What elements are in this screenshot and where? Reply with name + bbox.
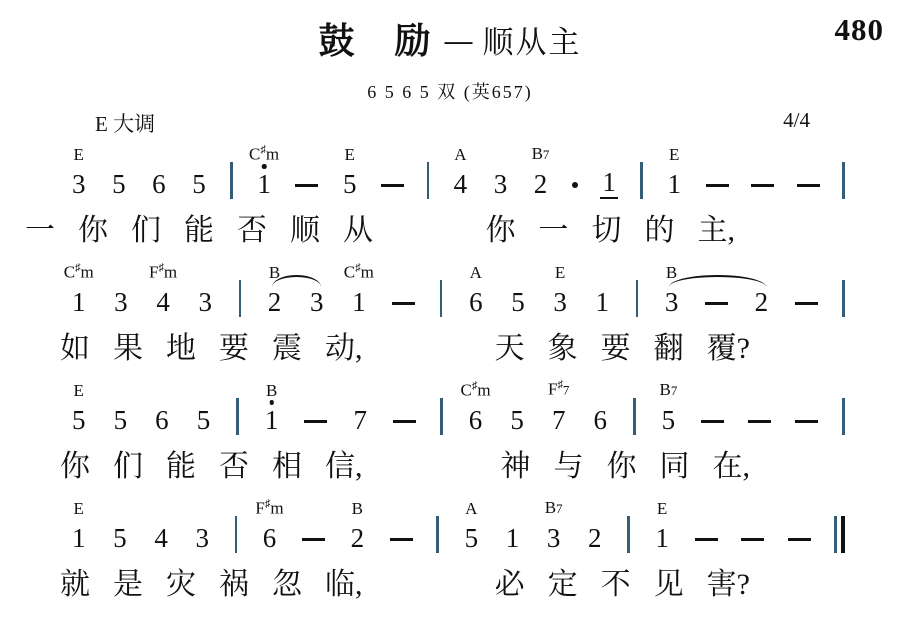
duration-dash: [706, 184, 729, 187]
note-number: 3: [114, 287, 128, 317]
note-number: 5: [112, 169, 126, 199]
lyric-char: 顺: [290, 214, 320, 247]
note-number: 2: [533, 169, 548, 199]
duration-dash: [751, 184, 774, 187]
lyric-char: 害?: [706, 568, 750, 601]
barline: [239, 280, 242, 317]
key-signature: E 大调: [95, 112, 156, 136]
chord-label: B7: [544, 498, 563, 517]
note: [196, 287, 214, 317]
lyric-char: 能: [166, 450, 196, 483]
barline: [842, 162, 845, 199]
barline: [440, 398, 443, 435]
chord-label: F♯7: [547, 379, 570, 399]
chord-label: E: [73, 381, 84, 400]
note-number: 1: [72, 523, 86, 553]
note-number: 3: [72, 169, 86, 199]
note-number: 1: [595, 287, 610, 317]
note-number: 6: [152, 169, 166, 199]
note-number: 3: [309, 287, 324, 317]
chord-label: C♯m: [63, 262, 94, 282]
lyric-char: 一: [25, 214, 55, 247]
note: [509, 287, 527, 317]
note-number: 4: [156, 287, 170, 317]
note: [504, 523, 522, 553]
note: [70, 381, 88, 435]
hymn-title-subname: 顺从主: [482, 25, 582, 60]
chord-label: C♯m: [460, 380, 491, 400]
chord-label: B: [268, 263, 281, 282]
note: [547, 379, 570, 435]
barline: [436, 516, 439, 553]
note: [255, 498, 284, 553]
sharp-symbol: ♯: [75, 262, 81, 275]
key-time-row: [95, 108, 810, 136]
duration-dash: [788, 538, 811, 541]
chord-label: B: [265, 381, 278, 400]
note: [463, 499, 481, 553]
lyric-char: 覆?: [706, 332, 750, 365]
note: [666, 145, 684, 199]
note-number: 1: [667, 169, 681, 199]
note-number: 3: [553, 287, 567, 317]
note: [600, 167, 618, 199]
chord-label: E: [73, 145, 84, 164]
lyric-char: 在,: [712, 450, 750, 483]
page-number: 480: [834, 12, 884, 47]
duration-dash: [741, 538, 764, 541]
lyric-char: 相: [272, 450, 302, 483]
note: [586, 523, 604, 553]
chord-label: E: [656, 499, 668, 518]
meter-reference: 6 5 6 5 双 (英657): [367, 82, 533, 102]
lyric-char: 们: [131, 214, 161, 247]
note-number: 3: [546, 523, 561, 553]
lyric-char: 定: [547, 568, 578, 601]
lyric-char: 见: [653, 568, 684, 601]
note: [111, 523, 129, 553]
lyric-char: 天: [494, 332, 525, 365]
barline: [236, 398, 239, 435]
duration-dash: [701, 420, 724, 423]
music-line-3: [70, 380, 845, 435]
duration-dash: [302, 538, 325, 541]
note: [531, 144, 550, 199]
lyrics-line-1: [25, 214, 735, 250]
lyric-char: 否: [219, 450, 249, 483]
lyric-phrase: [60, 568, 363, 604]
note: [341, 145, 359, 199]
note: [663, 263, 681, 317]
lyric-char: 灾: [166, 568, 196, 601]
barline: [230, 162, 233, 199]
lyric-char: 果: [113, 332, 143, 365]
octave-dot: [262, 164, 267, 169]
chord-number: 7: [670, 383, 678, 398]
note-number: 1: [264, 405, 279, 435]
lyric-char: 地: [166, 332, 196, 365]
lyric-char: 要: [219, 332, 249, 365]
lyric-char: 祸: [219, 568, 249, 601]
note-number: 5: [464, 523, 479, 553]
duration-dash: [392, 302, 415, 305]
note-number: 5: [661, 405, 676, 435]
note-number: 3: [195, 523, 209, 553]
barline: [640, 162, 643, 199]
barline: [235, 516, 238, 553]
music-line-1: [70, 144, 845, 199]
note: [653, 499, 671, 553]
lyric-char: 们: [113, 450, 143, 483]
lyric-char: 你: [485, 214, 516, 247]
barline: [636, 280, 639, 317]
note: [148, 262, 178, 317]
duration-dash: [695, 538, 718, 541]
lyric-char: 震: [272, 332, 302, 365]
note: [152, 523, 170, 553]
title-dash: —: [444, 25, 473, 56]
sharp-symbol: ♯: [557, 379, 563, 392]
lyric-char: 否: [237, 214, 267, 247]
note-number: 1: [352, 287, 366, 317]
note-number: 5: [196, 405, 211, 435]
note-number: 1: [257, 169, 271, 199]
note-number: 7: [353, 405, 368, 435]
note-number: 6: [155, 405, 169, 435]
slur-arc: [669, 275, 766, 287]
duration-dash: [748, 420, 771, 423]
note: [659, 380, 678, 435]
chord-label: F♯m: [148, 262, 178, 282]
lyric-char: 主,: [697, 214, 735, 247]
lyric-char: 如: [60, 332, 90, 365]
chord-label: B7: [531, 144, 550, 163]
lyric-phrase: [495, 332, 750, 368]
lyrics-line-2: [60, 332, 750, 368]
note: [153, 405, 171, 435]
note: [63, 262, 94, 317]
note: [508, 405, 526, 435]
note-number: 6: [262, 523, 277, 553]
lyric-char: 必: [494, 568, 525, 601]
music-line-2: [63, 262, 845, 317]
note-number: 6: [469, 287, 483, 317]
chord-label: B: [665, 263, 678, 282]
note: [150, 169, 168, 199]
note: [452, 145, 470, 199]
lyric-char: 切: [591, 214, 622, 247]
chord-label: C♯m: [343, 262, 374, 282]
sharp-symbol: ♯: [471, 380, 478, 393]
lyric-phrase: [495, 568, 750, 604]
lyric-char: 忽: [272, 568, 302, 601]
note-number: 4: [154, 523, 168, 553]
chord-number: 7: [542, 147, 550, 162]
note-number: 4: [453, 169, 468, 199]
barline: [842, 398, 845, 435]
duration-dash: [705, 302, 728, 305]
lyric-char: 要: [600, 332, 631, 365]
chord-number: 7: [556, 501, 563, 516]
lyric-char: 动,: [325, 332, 363, 365]
note-number: 1: [655, 523, 669, 553]
note-number: 5: [192, 169, 206, 199]
duration-dash: [304, 420, 327, 423]
note: [460, 380, 491, 435]
note-number: 5: [113, 405, 128, 435]
note: [349, 499, 367, 553]
barline: [633, 398, 636, 435]
note-number: 5: [342, 169, 357, 199]
chord-label: C♯m: [249, 144, 280, 164]
note-number: 5: [113, 523, 127, 553]
duration-dash: [795, 302, 818, 305]
note: [308, 287, 326, 317]
note-number: 2: [754, 287, 769, 317]
lyric-char: 的: [644, 214, 675, 247]
note-number: 2: [350, 523, 365, 553]
lyric-char: 神: [500, 450, 531, 483]
sharp-symbol: ♯: [158, 262, 164, 275]
note: [70, 499, 88, 553]
note-number: 5: [511, 287, 525, 317]
lyric-phrase: [60, 332, 363, 368]
lyric-char: 临,: [325, 568, 363, 601]
note: [753, 287, 771, 317]
note: [195, 405, 213, 435]
duration-dash: [797, 184, 820, 187]
duration-dash: [390, 538, 413, 541]
note-number: 6: [593, 405, 608, 435]
chord-label: E: [554, 263, 566, 282]
hymn-title-main: 鼓 励: [318, 20, 433, 61]
barline: [427, 162, 430, 199]
lyric-char: 你: [60, 450, 90, 483]
note: [592, 405, 610, 435]
note-number: 5: [72, 405, 86, 435]
note: [266, 263, 284, 317]
note: [70, 145, 88, 199]
note: [249, 144, 280, 199]
chord-label: A: [469, 263, 482, 282]
chord-label: E: [344, 145, 355, 164]
lyric-char: 是: [113, 568, 143, 601]
lyric-char: 象: [547, 332, 578, 365]
final-barline-thin: [834, 516, 837, 553]
note: [492, 169, 510, 199]
chord-number: 7: [562, 383, 570, 398]
note: [193, 523, 211, 553]
duration-dash: [795, 420, 818, 423]
octave-dot: [269, 400, 274, 405]
chord-label: A: [454, 145, 467, 164]
note-number: 3: [493, 169, 508, 199]
note: [110, 169, 128, 199]
lyrics-line-4: [60, 568, 750, 604]
note: [190, 169, 208, 199]
lyric-char: 从: [343, 214, 373, 247]
lyric-phrase: [486, 214, 736, 250]
hymn-title: [0, 20, 900, 64]
lyric-phrase: [501, 450, 751, 486]
note: [112, 287, 130, 317]
note-number: 1: [72, 287, 86, 317]
lyrics-line-3: [60, 450, 750, 486]
lyric-char: 同: [659, 450, 690, 483]
duration-dash: [393, 420, 416, 423]
final-barline: [834, 516, 845, 553]
note-number: 3: [664, 287, 679, 317]
lyric-char: 一: [538, 214, 569, 247]
sharp-symbol: ♯: [260, 144, 266, 157]
barline: [627, 516, 630, 553]
chord-label: A: [465, 499, 478, 518]
lyric-char: 能: [184, 214, 214, 247]
note: [343, 262, 374, 317]
chord-label: E: [669, 145, 680, 164]
lyric-char: 与: [553, 450, 584, 483]
note-number: 7: [551, 405, 566, 435]
chord-label: E: [73, 499, 84, 518]
note: [467, 263, 485, 317]
duration-dash: [381, 184, 404, 187]
lyric-phrase: [60, 450, 363, 486]
barline: [440, 280, 443, 317]
note: [263, 381, 281, 435]
lyric-char: 信,: [325, 450, 363, 483]
note: [352, 405, 370, 435]
note-number: 1: [602, 167, 616, 197]
lyric-char: 你: [78, 214, 108, 247]
note: [594, 287, 612, 317]
lyric-char: 就: [60, 568, 90, 601]
lyric-char: 不: [600, 568, 631, 601]
duration-dash: [295, 184, 318, 187]
chord-label: B: [351, 499, 364, 518]
sharp-symbol: ♯: [264, 498, 271, 511]
lyric-char: 你: [606, 450, 637, 483]
note: [544, 498, 563, 553]
note-number: 2: [267, 287, 282, 317]
lyric-char: 翻: [653, 332, 684, 365]
note-number: 1: [505, 523, 520, 553]
note: [551, 263, 569, 317]
sharp-symbol: ♯: [355, 262, 361, 275]
note-number: 5: [510, 405, 524, 435]
chord-label: B7: [659, 380, 678, 399]
note-number: 3: [198, 287, 212, 317]
music-line-4: [70, 498, 845, 553]
time-signature: 4/4: [783, 108, 810, 132]
barline: [842, 280, 845, 317]
augmentation-dot: [572, 182, 578, 188]
chord-label: F♯m: [255, 498, 284, 518]
final-barline-thick: [841, 516, 845, 553]
note-number: 2: [588, 523, 602, 553]
note-number: 6: [468, 405, 483, 435]
note: [112, 405, 130, 435]
lyric-phrase: [25, 214, 373, 250]
